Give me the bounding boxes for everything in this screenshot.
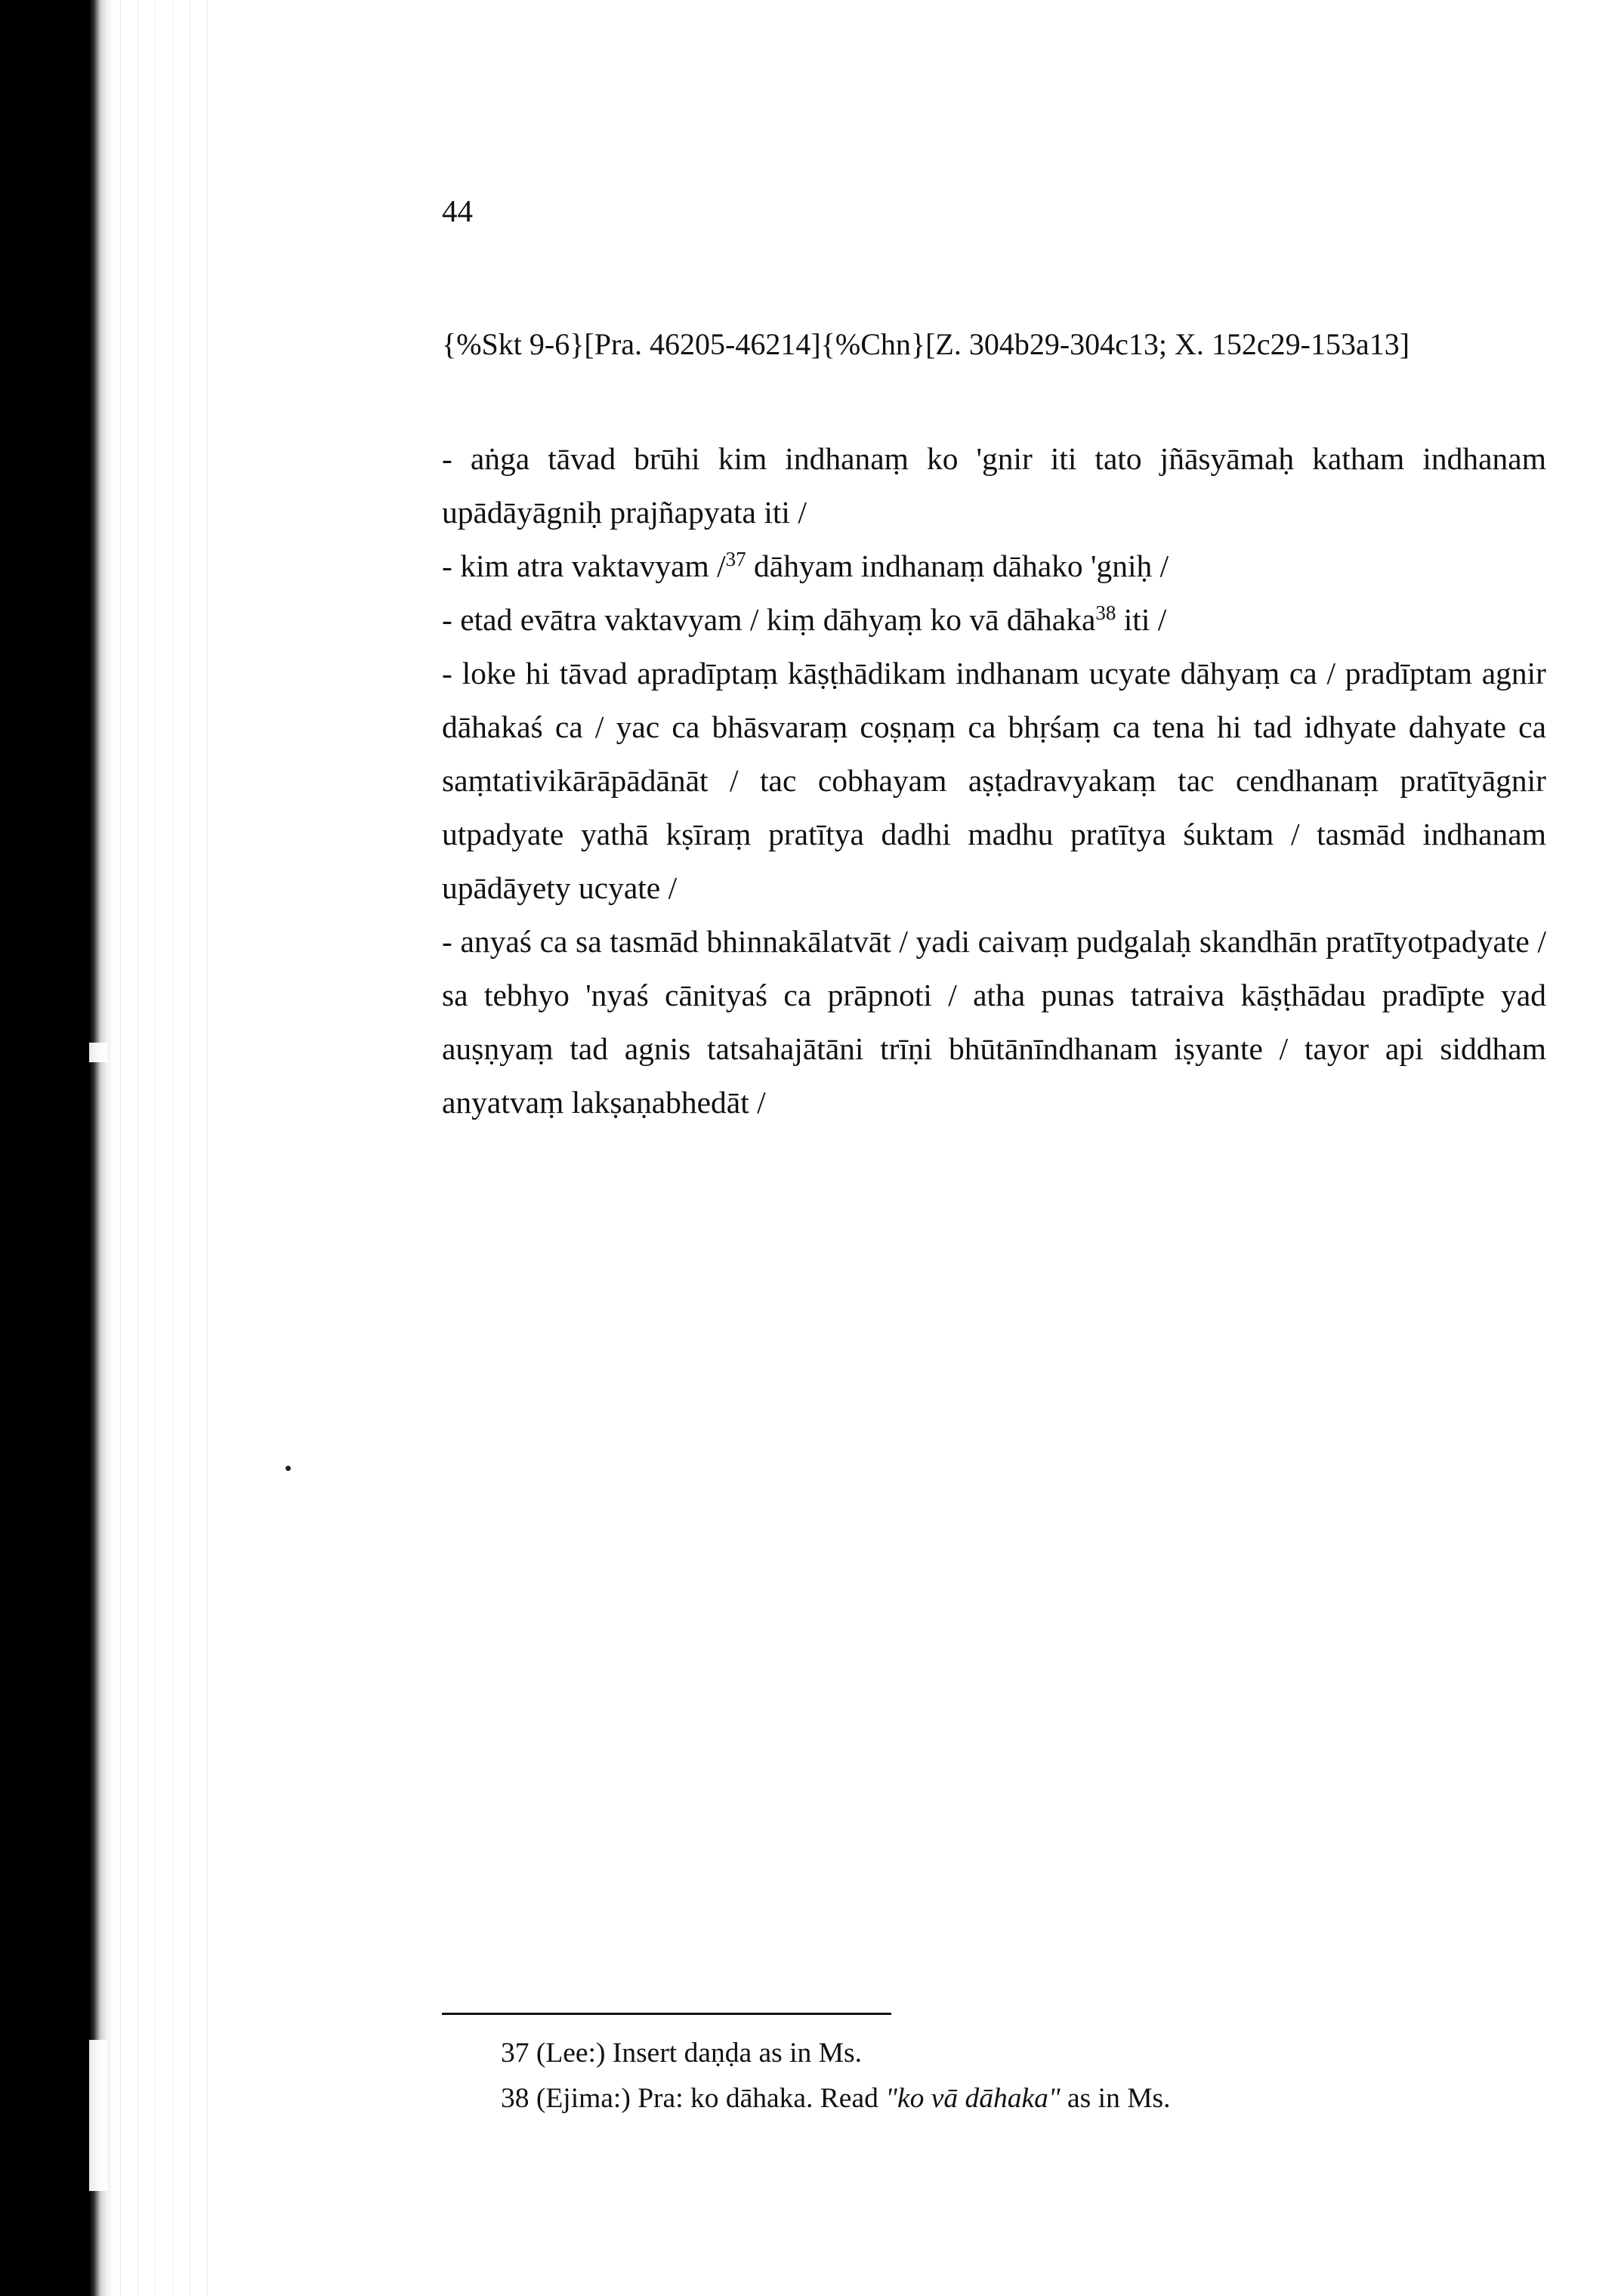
paragraph-text: dāhyam indhanaṃ dāhako 'gniḥ /	[746, 549, 1169, 583]
page-number: 44	[442, 193, 473, 228]
footnote-text: 38 (Ejima:) Pra: ko dāhaka. Read	[501, 2083, 886, 2114]
footnotes	[501, 2031, 1171, 2121]
scan-gutter-shadow	[113, 0, 211, 2296]
scan-gutter-gap	[89, 1043, 107, 1062]
paragraph: - loke hi tāvad apradīptaṃ kāṣṭhādikam indhanam ucyate dāhyaṃ ca / pradīptam agnir dāhakaś ca / yac ca bhāsvaraṃ coṣṇaṃ ca bhṛśaṃ ca tena hi tad idhyate dahyate ca saṃtativikārāpādānāt / tac cobhayam aṣṭadravyakaṃ tac cendhanaṃ pratītyāgnir utpadyate yathā kṣīraṃ pratītya dadhi madhu pratītya śuktam / tasmād indhanam upādāyety ucyate /	[442, 656, 1546, 905]
footnote-marker: 38	[1095, 601, 1116, 624]
paragraph-text: - etad evātra vaktavyam / kiṃ dāhyaṃ ko vā dāhaka	[442, 602, 1096, 637]
paragraph	[442, 539, 1546, 593]
footnote-text: as in Ms.	[1060, 2083, 1171, 2114]
paragraph-text: iti /	[1116, 602, 1167, 637]
footnote-emphasis: "ko vā dāhaka"	[885, 2083, 1061, 2114]
paragraph-text: - kim atra vaktavyam /	[442, 549, 726, 583]
paragraph: - aṅga tāvad brūhi kim indhanaṃ ko 'gnir iti tato jñāsyāmaḥ katham indhanam upādāyāgniḥ prajñapyata iti /	[442, 441, 1546, 530]
scan-gutter	[0, 0, 113, 2296]
scan-gutter-gap	[89, 2040, 107, 2191]
paragraph: - anyaś ca sa tasmād bhinnakālatvāt / yadi caivaṃ pudgalaḥ skandhān pratītyotpadyate / sa tebhyo 'nyaś cānityaś ca prāpnoti / atha punas tatraiva kāṣṭhādau pradīpte yad auṣṇyaṃ tad agnis tatsahajātāni trīṇi bhūtānīndhanam iṣyante / tayor api siddham anyatvaṃ lakṣaṇabhedāt /	[442, 924, 1546, 1120]
main-text	[442, 432, 1546, 1129]
footnote: 37 (Lee:) Insert daṇḍa as in Ms.	[501, 2038, 862, 2069]
source-reference: {%Skt 9-6}[Pra. 46205-46214]{%Chn}[Z. 304b29-304c13; X. 152c29-153a13]	[442, 327, 1410, 361]
footnote-marker: 37	[725, 548, 746, 570]
footnote-divider	[442, 2013, 891, 2015]
footnote	[501, 2076, 1171, 2121]
paragraph	[442, 593, 1546, 647]
scan-speck	[286, 1466, 291, 1471]
